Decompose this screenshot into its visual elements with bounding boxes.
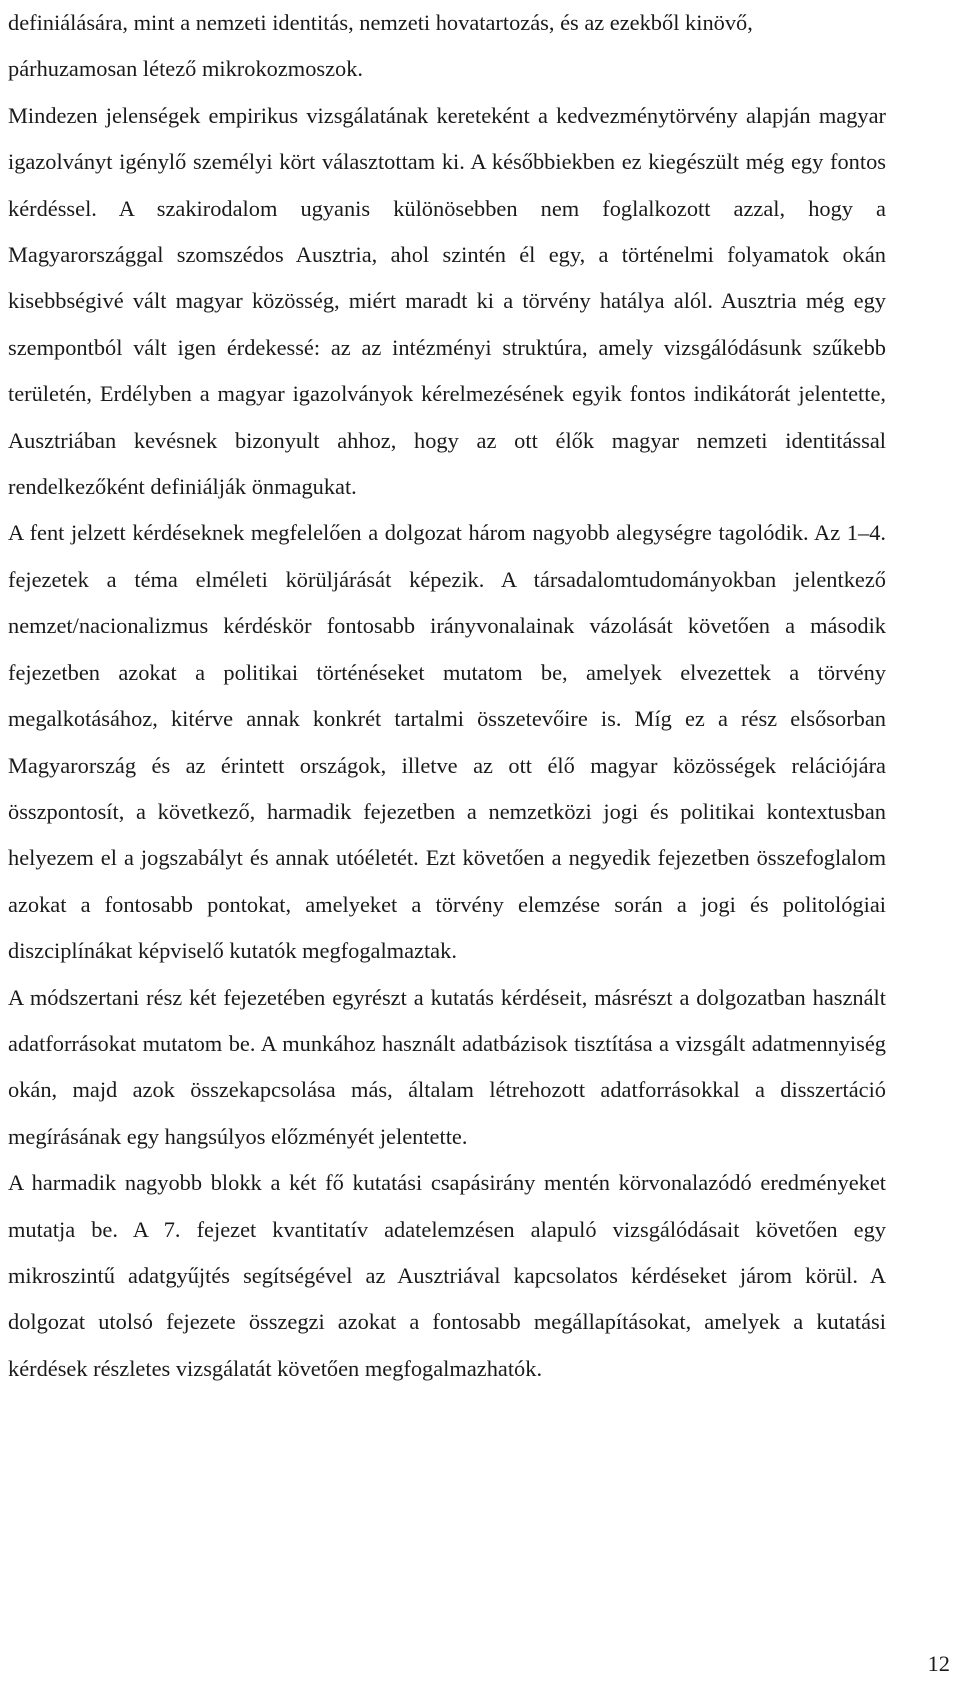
paragraph-5: A harmadik nagyobb blokk a két fő kutatási csapásirány mentén körvonalazódó eredményeket mutatja be. A 7. fejezet kvantitatív adatelemzésen alapuló vizsgálódásait követően egy mikroszintű adatgyűjtés segítségével az Ausztriával kapcsolatos kérdéseket járom körül. A dolgozat utolsó fejezete összegzi azokat a fontosabb megállapításokat, amelyek a kutatási kérdések részletes vizsgálatát követően megfogalmazhatók. <box>8 1170 886 1381</box>
paragraph-2: Mindezen jelenségek empirikus vizsgálatának kereteként a kedvezménytörvény alapján magyar igazolványt igénylő személyi kört választottam ki. A későbbiekben ez kiegészült még egy fontos kérdéssel. A szakirodalom ugyanis különösebben nem foglalkozott azzal, hogy a Magyarországgal szomszédos Ausztria, ahol szintén él egy, a történelmi folyamatok okán kisebbségivé vált magyar közösség, miért maradt ki a törvény hatálya alól. Ausztria még egy szempontból vált igen érdekessé: az az intézményi struktúra, amely vizsgálódásunk szűkebb területén, Erdélyben a magyar igazolványok kérelmezésének egyik fontos indikátorát jelentette, Ausztriában kevésnek bizonyult ahhoz, hogy az ott élők magyar nemzeti identitással rendelkezőként definiálják önmagukat. <box>8 102 886 500</box>
paragraph-1: definiálására, mint a nemzeti identitás, nemzeti hovatartozás, és az ezekből kinövő, párhuzamosan létező mikrokozmoszok. <box>8 10 753 82</box>
page-number: 12 <box>927 1651 950 1676</box>
paragraph-3: A fent jelzett kérdéseknek megfelelően a dolgozat három nagyobb alegységre tagolódik. Az 1–4. fejezetek a téma elméleti körüljárását képezik. A társadalomtudományokban jelentkező nemzet/nacionalizmus kérdéskör fontosabb irányvonalainak vázolását követően a második fejezetben azokat a politikai történéseket mutatom be, amelyek elvezettek a törvény megalkotásához, kitérve annak konkrét tartalmi összetevőire is. Míg ez a rész elsősorban Magyarország és az érintett országok, illetve az ott élő magyar közösségek relációjára összpontosít, a következő, harmadik fejezetben a nemzetközi jogi és politikai kontextusban helyezem el a jogszabályt és annak utóéletét. Ezt követően a negyedik fejezetben összefoglalom azokat a fontosabb pontokat, amelyeket a törvény elemzése során a jogi és politológiai diszciplínákat képviselő kutatók megfogalmaztak. <box>8 520 886 964</box>
paragraph-4: A módszertani rész két fejezetében egyrészt a kutatás kérdéseit, másrészt a dolgozatban használt adatforrásokat mutatom be. A munkához használt adatbázisok tisztítása a vizsgált adatmennyiség okán, majd azok összekapcsolása más, általam létrehozott adatforrásokkal a disszertáció megírásának egy hangsúlyos előzményét jelentette. <box>8 984 886 1149</box>
document-body <box>8 0 886 1392</box>
